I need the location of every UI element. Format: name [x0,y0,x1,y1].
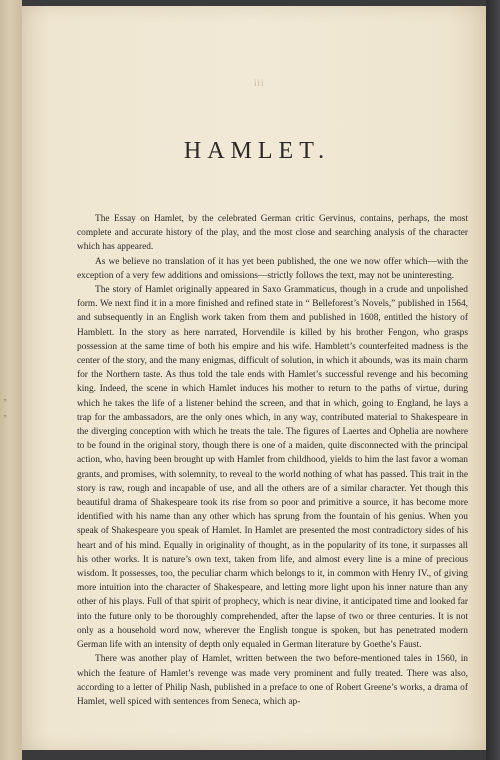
margin-mark: , [4,408,7,418]
page-title: HAMLET. [183,138,331,164]
paragraph: There was another play of Hamlet, written between the two before-mentioned tales in 1560, in which the feature of Hamlet’s revenge was made very prominent and fully treated. There was also, according to a letter of Philip Nash, published in a preface to one of Robert Greene’s works, a drama of Hamlet, well spiced with sentences from Seneca, which ap- [77,654,468,707]
page-number: iii [254,78,265,88]
margin-mark: , [4,392,7,402]
paragraph: As we believe no translation of it has yet been published, the one we now offer which—with the exception of a very few additions and omissions—strictly follows the text, may not be uninteresting. [77,256,468,281]
paragraph: The story of Hamlet originally appeared in Saxo Grammaticus, though in a crude and unpolished form. We next find it in a more finished and refined state in “ Belleforest’s Novels,” published in 1564, and subsequently in an English work taken from them and published in 1608, entitled the history of Hamblett. In the story as here narrated, Horvendile is killed by his brother Fengon, who grasps possession at the same time of both his empire and his wife. Hamblett’s counterfeited madness is the center of the story, and the many enigmas, difficult of solution, in which it abounds, was its main charm for the Northern taste. As thus told the tale ends with Hamlet’s successful revenge and his becoming king. Indeed, the scene in which Hamlet induces his mother to return to the paths of virtue, during which he takes the life of a listener behind the screen, and that in which, going to England, he lays a trap for the ambassadors, are the only ones which, in any way, contributed material to Shakespeare in the diverging conception with which he treats the tale. The figures of Laertes and Ophelia are nowhere to be found in the original story, though there is one of a maiden, quite disconnected with the principal action, who, having been brought up with Hamlet from childhood, yields to him the last favor a woman grants, and promises, with solemnity, to reveal to the world nothing of what has passed. This trait in the story is raw, rough and incapable of use, and all the others are of a similar character. Yet though this beautiful drama of Shakespeare took its rise from so poor and primitive a source, it has become more identified with his name than any other which has sprung from the fountain of his genius. When you speak of Shakespeare you speak of Hamlet. In Hamlet are presented the most contradictory sides of his heart and of his mind. Equally in originality of thought, as in the popularity of its tone, it surpasses all his other works. It is nature’s own text, taken from life, and almost every line is a mine of precious wisdom. It possesses, too, the peculiar charm which belongs to it, in common with Henry IV., of giving more intuition into the character of Shakespeare, and letting more light upon his inner nature than any other of his plays. Full of that spirit of prophecy, which is near divine, it anticipated time and looked far into the future only to be thoroughly comprehended, after the lapse of two or three centuries. It is not only as a household word now, wherever the English tongue is spoken, but has penetrated modern German life with an intensity of depth only equaled in German literature by Goethe’s Faust. [77,285,468,651]
book-cover-edge [486,0,500,760]
essay-text [77,212,468,709]
paragraph: The Essay on Hamlet, by the celebrated German critic Gervinus, contains, perhaps, the most complete and accurate history of the play, and the most close and searching analysis of the character which has appeared. [77,214,468,253]
book-gutter [0,0,22,760]
book-page [22,6,486,750]
